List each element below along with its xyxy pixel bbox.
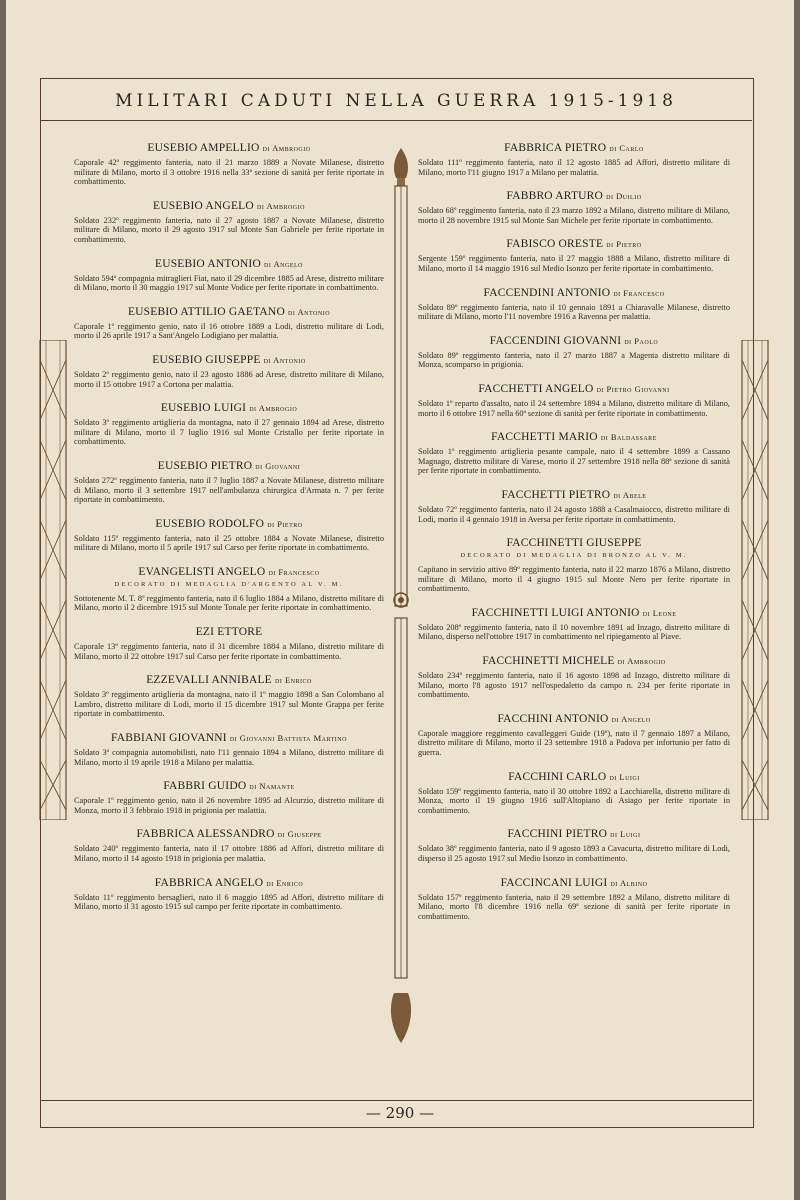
entry-description: Soldato 594ª compagnia mitraglieri Fiat, nato il 29 dicembre 1885 ad Arese, distretto militare di Milano, morto il 30 maggio 1917 sul Monte Vodice per ferite riportate in combattimento. (74, 273, 384, 293)
entry (74, 828, 384, 863)
entry-description: Soldato 111º reggimento fanteria, nato il 12 agosto 1885 ad Affori, distretto militare di Milano, morto l'11 giugno 1917 a Milano per malattia. (418, 158, 730, 177)
entry-name (74, 200, 384, 212)
parent-name: di Enrico (266, 877, 304, 888)
footer-rule (40, 1100, 752, 1101)
fasces-ornament-right (740, 340, 800, 820)
entry-description: Caporale 13º reggimento fanteria, nato il 31 dicembre 1884 a Milano, distretto militare di Milano, morto il 22 ottobre 1917 sul Carso per ferite riportate in combattimento. (74, 642, 384, 661)
soldier-name: FACCENDINI GIOVANNI (489, 334, 622, 347)
soldier-name: FABISCO ORESTE (506, 238, 604, 251)
entry-name (74, 828, 384, 840)
entry-description: Soldato 115º reggimento fanteria, nato il 25 ottobre 1884 a Novate Milanese, distretto militare di Milano, morto il 5 aprile 1917 sul Carso per ferite riportate in combattimento. (74, 533, 384, 553)
entry (418, 383, 730, 418)
entry (418, 238, 730, 273)
soldier-name: EVANGELISTI ANGELO (138, 565, 266, 578)
entry (418, 828, 730, 863)
parent-name: di Ambrogio (617, 656, 666, 667)
entry-description: Soldato 240º reggimento fanteria, nato il 17 ottobre 1886 ad Affori, distretto militare di Milano, morto il 14 agosto 1918 in prigionia per malattia. (74, 844, 384, 863)
parent-name: di Ambrogio (249, 403, 298, 414)
entry-name (418, 713, 730, 725)
parent-name: di Francesco (268, 566, 320, 577)
entry-name (418, 877, 730, 889)
entry-name (418, 607, 730, 619)
soldier-name: FABBRICA PIETRO (504, 142, 607, 154)
entry (74, 566, 384, 613)
entry (418, 713, 730, 758)
entry-name (418, 238, 730, 250)
parent-name: di Leone (642, 607, 677, 618)
parent-name: di Duilio (606, 191, 642, 202)
soldier-name: EUSEBIO ANGELO (153, 199, 254, 212)
entry-description: Soldato 159º reggimento fanteria, nato il 30 ottobre 1892 a Lacchiarella, distretto militare di Monza, morto il 19 giugno 1916 sull'Altopiano di Asiago per ferite riportate in combattimento. (418, 786, 730, 815)
entry-name (418, 771, 730, 783)
entry-name (418, 431, 730, 443)
entry-name (74, 402, 384, 414)
entry-description: Sottotenente M. T. 8º reggimento fanteria, nato il 6 luglio 1884 a Milano, distretto militare di Milano, morto il 2 dicembre 1915 sul Monte Tonale per ferite riportate in combattimento. (74, 593, 384, 613)
fasces-ornament-left (0, 340, 70, 820)
entry-description: Soldato 3º reggimento artiglieria da montagna, nato il 27 gennaio 1894 ad Arese, distretto militare di Milano, morto il 7 luglio 1916 sul Monte Cristallo per ferite riportate in combattimento. (74, 418, 384, 447)
entry-description: Soldato 68º reggimento fanteria, nato il 23 marzo 1892 a Milano, distretto militare di Milano, morto il 28 novembre 1915 sul Monte San Michele per ferite riportate in combattimento. (418, 206, 730, 225)
entry-description: Soldato 234º reggimento fanteria, nato il 16 agosto 1898 ad Inzago, distretto militare di Milano, morto l'8 agosto 1917 nell'ospedaletto da campo n. 234 per ferite riportate in combattimento. (418, 671, 730, 700)
soldier-name: EZI ETTORE (195, 626, 263, 639)
soldier-name: FABBRICA ANGELO (154, 876, 264, 889)
soldier-name: FABBRI GUIDO (163, 780, 247, 793)
entry (74, 402, 384, 447)
entry-name (418, 489, 730, 501)
entry-description: Soldato 38º reggimento fanteria, nato il 9 agosto 1893 a Cavacurta, distretto militare di Lodi, disperso il 25 agosto 1917 sul Medio Isonzo in combattimento. (418, 844, 730, 863)
entry (74, 674, 384, 719)
entry (418, 655, 730, 700)
entry-description: Soldato 208º reggimento fanteria, nato il 10 novembre 1891 ad Inzago, distretto militare di Milano, disperso nell'ottobre 1917 in combattimento nel ripiegamento al Piave. (418, 622, 730, 642)
parent-name: di Ambrogio (256, 200, 305, 211)
entry-name (74, 877, 384, 889)
soldier-name: FACCHINI PIETRO (507, 828, 608, 841)
parent-name: di Pietro (606, 239, 642, 250)
parent-name: di Abele (613, 489, 647, 500)
soldier-name: FACCHINETTI LUIGI ANTONIO (471, 606, 640, 619)
parent-name: di Pietro Giovanni (596, 383, 670, 394)
parent-name: di Namante (249, 781, 295, 792)
parent-name: di Antonio (263, 354, 306, 365)
soldier-name: EUSEBIO GIUSEPPE (152, 353, 261, 366)
entry-description: Soldato 157º reggimento fanteria, nato il 29 settembre 1892 a Milano, distretto militare di Milano, morto l'8 dicembre 1916 nella 69ª sezione di sanità per ferite riportate in combattimento. (418, 892, 730, 921)
entry-description: Caporale 1º reggimento genio, nato il 16 ottobre 1889 a Lodi, distretto militare di Lodi, morto il 26 aprile 1917 a Sant'Angelo Lodigiano per malattia. (74, 321, 384, 341)
parent-name: di Luigi (609, 771, 640, 782)
entry (74, 306, 384, 341)
soldier-name: FACCHINI ANTONIO (497, 712, 609, 725)
entry (418, 489, 730, 524)
entry-name (74, 354, 384, 366)
right-column (418, 142, 730, 934)
decoration-line: DECORATO DI MEDAGLIA D'ARGENTO AL V. M. (114, 580, 344, 588)
entry (74, 200, 384, 245)
entry (74, 518, 384, 553)
entry-name (418, 828, 730, 840)
soldier-name: FACCHETTI ANGELO (478, 382, 594, 395)
entry-name (74, 626, 384, 638)
entry-description: Soldato 11º reggimento bersaglieri, nato il 6 maggio 1895 ad Affori, distretto militare di Milano, morto il 31 agosto 1915 sul campo per ferite riportate in combattimento. (74, 892, 384, 912)
entry-description: Soldato 2º reggimento genio, nato il 23 agosto 1886 ad Arese, distretto militare di Milano, morto il 15 ottobre 1917 a Cortona per malattia. (74, 369, 384, 389)
parent-name: di Giuseppe (277, 829, 322, 840)
soldier-name: FACCHETTI MARIO (491, 431, 598, 444)
entry-description: Capitano in servizio attivo 89º reggimento fanteria, nato il 22 marzo 1876 a Milano, distretto militare di Milano, morto il 4 giugno 1915 sul Monte Nero per ferite riportate in combattimento. (418, 565, 730, 594)
entry-description: Caporale maggiore reggimento cavalleggeri Guide (19º), nato il 7 gennaio 1897 a Milano, distretto militare di Milano, morto il 23 settembre 1918 a Padova per infortunio per fatto di guerra. (418, 728, 730, 758)
parent-name: di Angelo (264, 258, 303, 269)
parent-name: di Ambrogio (262, 143, 311, 153)
soldier-name: EUSEBIO PIETRO (157, 459, 253, 472)
parent-name: di Albino (610, 877, 648, 888)
parent-name: di Pietro (267, 518, 303, 529)
entry-description: Soldato 1º reggimento artiglieria pesante campale, nato il 4 settembre 1899 a Cassano Magnago, distretto militare di Varese, morto il 27 settembre 1918 nella 88ª sezione di sanità per ferite riportate in combattimento. (418, 447, 730, 476)
entry-name (418, 383, 730, 395)
left-column (74, 142, 384, 925)
parent-name: di Luigi (610, 829, 641, 840)
entry (418, 877, 730, 922)
entry-name (418, 655, 730, 667)
entry-name (74, 566, 384, 578)
soldier-name: EUSEBIO ATTILIO GAETANO (127, 305, 285, 318)
entry-description: Soldato 272º reggimento fanteria, nato il 7 luglio 1887 a Novate Milanese, distretto militare di Milano, morto il 3 settembre 1917 nell'ambulanza chirurgica d'Armata n. 7 per ferite riportate in combattimento. (74, 475, 384, 505)
entry (418, 142, 730, 177)
entry-name (418, 190, 730, 202)
entry (74, 877, 384, 912)
soldier-name: FACCHINETTI GIUSEPPE (506, 537, 642, 550)
parent-name: di Carlo (609, 143, 644, 153)
entry-name (74, 258, 384, 270)
entry-name (418, 537, 730, 549)
entry (74, 142, 384, 187)
soldier-name: EZZEVALLI ANNIBALE (146, 674, 272, 687)
entry (74, 354, 384, 389)
soldier-name: FACCHETTI PIETRO (501, 488, 611, 501)
entry (74, 780, 384, 815)
soldier-name: FACCENDINI ANTONIO (483, 286, 611, 299)
entry (418, 190, 730, 225)
entry-description: Sergente 159º reggimento fanteria, nato il 27 maggio 1888 a Milano, distretto militare di Milano, morto il 14 maggio 1916 sul Medio Isonzo per ferite riportate in combattimento. (418, 254, 730, 273)
parent-name: di Giovanni (255, 460, 301, 471)
entry (74, 626, 384, 661)
torch-divider-ornament (386, 148, 416, 1043)
soldier-name: FABBRO ARTURO (506, 190, 604, 203)
entry-name (74, 674, 384, 686)
entry-name (74, 732, 384, 744)
parent-name: di Enrico (274, 675, 312, 686)
entry (74, 258, 384, 293)
entry-description: Caporale 1º reggimento genio, nato il 26 novembre 1895 ad Alcurzio, distretto militare di Monza, morto il 3 febbraio 1918 in prigionia per malattia. (74, 796, 384, 815)
entry (74, 732, 384, 767)
parent-name: di Baldassare (600, 432, 657, 443)
entry (418, 287, 730, 322)
entry-name (74, 142, 384, 154)
entry-description: Soldato 89º reggimento fanteria, nato il 27 marzo 1887 a Magenta distretto militare di Monza, scomparso in prigionia. (418, 350, 730, 370)
parent-name: di Paolo (624, 335, 659, 346)
parent-name: di Antonio (288, 306, 331, 317)
entry-name (74, 306, 384, 318)
page-title: MILITARI CADUTI NELLA GUERRA 1915-1918 (40, 78, 752, 121)
entry-name (418, 335, 730, 347)
soldier-name: EUSEBIO ANTONIO (154, 257, 261, 270)
parent-name: di Francesco (613, 287, 665, 298)
entry-name (74, 460, 384, 472)
entry-name (74, 780, 384, 792)
parent-name: di Giovanni Battista Martino (229, 733, 347, 744)
entry-name (418, 287, 730, 299)
entry (418, 335, 730, 370)
entry (418, 771, 730, 816)
entry (418, 537, 730, 594)
soldier-name: FACCHINETTI MICHELE (482, 655, 615, 668)
entry (418, 607, 730, 642)
soldier-name: FABBRICA ALESSANDRO (136, 828, 275, 841)
parent-name: di Angelo (611, 713, 651, 724)
entry-description: Soldato 72º reggimento fanteria, nato il 24 agosto 1888 a Casalmaiocco, distretto militare di Lodi, morto il 4 gennaio 1918 in Aversa per ferite riportate in combattimento. (418, 504, 730, 524)
soldier-name: EUSEBIO AMPELLIO (147, 142, 260, 154)
entry-name (74, 518, 384, 530)
soldier-name: EUSEBIO RODOLFO (155, 517, 265, 530)
page-number: — 290 — (365, 1104, 435, 1122)
entry-description: Soldato 3ª compagnia automobilisti, nato l'11 gennaio 1894 a Milano, distretto militare di Milano, morto il 19 aprile 1918 a Milano per malattia. (74, 748, 384, 767)
soldier-name: FACCINCANI LUIGI (500, 876, 608, 889)
entry-description: Soldato 1º reparto d'assalto, nato il 24 settembre 1894 a Milano, distretto militare di Milano, morto il 6 ottobre 1917 nella 60ª sezione di sanità per ferite riportate in combattimento. (418, 398, 730, 418)
entry-name (418, 142, 730, 154)
entry-description: Soldato 3º reggimento artiglieria da montagna, nato il 1º maggio 1898 a San Colombano al Lambro, distretto militare di Lodi, morto il 15 dicembre 1917 sul Monte Grappa per ferite riportate in combattimento. (74, 690, 384, 719)
entry (418, 431, 730, 476)
soldier-name: FABBIANI GIOVANNI (111, 732, 227, 745)
entry-description: Soldato 232º reggimento fanteria, nato il 27 agosto 1887 a Novate Milanese, distretto militare di Milano, morto il 29 agosto 1917 sul Monte San Gabriele per ferite riportate in combattimento. (74, 215, 384, 244)
decoration-line: DECORATO DI MEDAGLIA DI BRONZO AL V. M. (460, 552, 688, 560)
entry (74, 460, 384, 505)
soldier-name: FACCHINI CARLO (508, 770, 607, 783)
entry-description: Caporale 42º reggimento fanteria, nato il 21 marzo 1889 a Novate Milanese, distretto militare di Milano, morto il 3 ottobre 1916 nella 33ª sezione di sanità per ferite riportate in combattimento. (74, 158, 384, 187)
entry-description: Soldato 89º reggimento fanteria, nato il 10 gennaio 1891 a Chiaravalle Milanese, distretto militare di Milano, morto l'11 novembre 1916 a Ravenna per malattia. (418, 302, 730, 322)
soldier-name: EUSEBIO LUIGI (160, 402, 247, 415)
